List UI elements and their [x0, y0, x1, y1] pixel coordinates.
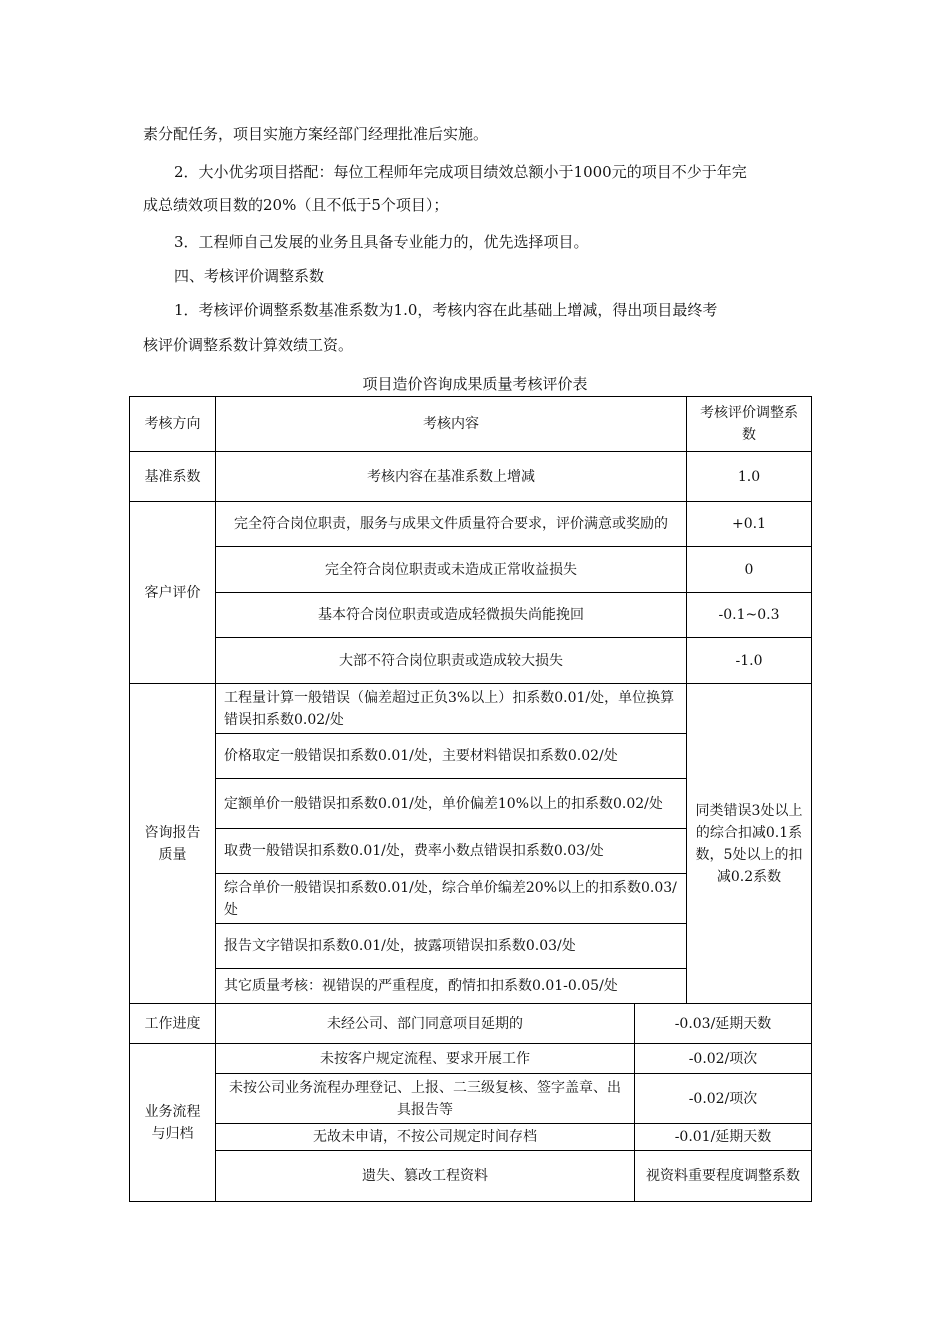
paragraph-line: 素分配任务，项目实施方案经部门经理批准后实施。: [143, 125, 489, 143]
content-cell: 取费一般错误扣系数0.01/处，费率小数点错误扣系数0.03/处: [216, 829, 687, 874]
content-cell: 未按公司业务流程办理登记、上报、二三级复核、签字盖章、出具报告等: [216, 1074, 635, 1124]
paragraph-line: 3．工程师自己发展的业务且具备专业能力的，优先选择项目。: [174, 233, 589, 251]
content-cell: 综合单价一般错误扣系数0.01/处，综合单价编差20%以上的扣系数0.03/处: [216, 874, 687, 924]
header-content: 考核内容: [216, 397, 687, 452]
table-row: [130, 1044, 812, 1074]
content-cell: 定额单价一般错误扣系数0.01/处，单价偏差10%以上的扣系数0.02/处: [216, 779, 687, 829]
table-row: [130, 452, 812, 502]
header-coef: 考核评价调整系数: [687, 397, 812, 452]
table-row: [130, 547, 812, 593]
direction-cell: 基准系数: [130, 452, 216, 502]
coef-cell: -0.01/延期天数: [635, 1124, 812, 1151]
table-row: [130, 684, 812, 734]
paragraph-line: 成总绩效项目数的20%（且不低于5个项目）；: [143, 196, 449, 214]
content-cell: 工程量计算一般错误（偏差超过正负3%以上）扣系数0.01/处，单位换算错误扣系数0.02/处: [216, 684, 687, 734]
content-cell: 未按客户规定流程、要求开展工作: [216, 1044, 635, 1074]
direction-cell: 工作进度: [130, 1004, 216, 1044]
paragraph-line: 核评价调整系数计算效绩工资。: [143, 336, 354, 354]
direction-cell: 咨询报告质量: [130, 684, 216, 1004]
paragraph-line: 1．考核评价调整系数基准系数为1.0，考核内容在此基础上增减，得出项目最终考: [174, 301, 718, 319]
table-row: [130, 1004, 812, 1044]
coef-cell: -0.1~0.3: [687, 593, 812, 638]
table-row: [130, 1151, 812, 1202]
content-cell: 完全符合岗位职责或未造成正常收益损失: [216, 547, 687, 593]
content-cell: 基本符合岗位职责或造成轻微损失尚能挽回: [216, 593, 687, 638]
coef-cell: -0.03/延期天数: [635, 1004, 812, 1044]
coef-cell: +0.1: [687, 502, 812, 547]
coef-cell: -1.0: [687, 638, 812, 684]
direction-cell: 业务流程与归档: [130, 1044, 216, 1202]
content-cell: 其它质量考核：视错误的严重程度，酌情扣扣系数0.01-0.05/处: [216, 969, 687, 1004]
section-heading: 四、考核评价调整系数: [174, 267, 325, 285]
table-row: [130, 1124, 812, 1151]
content-cell: 报告文字错误扣系数0.01/处，披露项错误扣系数0.03/处: [216, 924, 687, 969]
table-title: 项目造价咨询成果质量考核评价表: [362, 375, 588, 393]
table-row: [130, 502, 812, 547]
content-cell: 无故未申请，不按公司规定时间存档: [216, 1124, 635, 1151]
header-direction: 考核方向: [130, 397, 216, 452]
coef-cell: 0: [687, 547, 812, 593]
content-cell: 完全符合岗位职责，服务与成果文件质量符合要求，评价满意或奖励的: [216, 502, 687, 547]
evaluation-table: [129, 396, 812, 1202]
coef-cell: -0.02/项次: [635, 1074, 812, 1124]
table-row: [130, 593, 812, 638]
content-cell: 价格取定一般错误扣系数0.01/处，主要材料错误扣系数0.02/处: [216, 734, 687, 779]
coef-cell: -0.02/项次: [635, 1044, 812, 1074]
content-cell: 考核内容在基准系数上增减: [216, 452, 687, 502]
table-row: [130, 638, 812, 684]
coef-cell: 同类错误3处以上的综合扣减0.1系数，5处以上的扣减0.2系数: [687, 684, 812, 1004]
paragraph-line: 2．大小优劣项目搭配：每位工程师年完成项目绩效总额小于1000元的项目不少于年完: [174, 163, 747, 181]
coef-cell: 1.0: [687, 452, 812, 502]
content-cell: 大部不符合岗位职责或造成较大损失: [216, 638, 687, 684]
direction-cell: 客户评价: [130, 502, 216, 684]
table-header-row: [130, 397, 812, 452]
table-row: [130, 1074, 812, 1124]
coef-cell: 视资料重要程度调整系数: [635, 1151, 812, 1202]
content-cell: 遗失、篡改工程资料: [216, 1151, 635, 1202]
content-cell: 未经公司、部门同意项目延期的: [216, 1004, 635, 1044]
